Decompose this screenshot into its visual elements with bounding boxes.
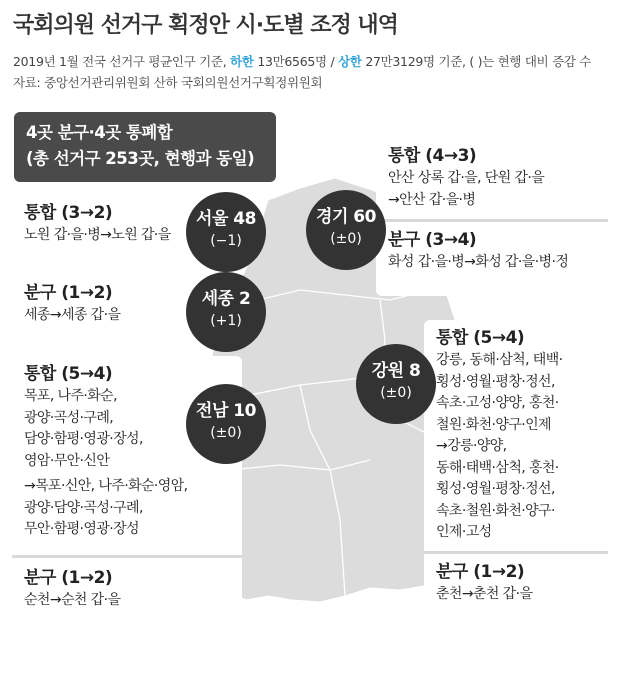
- gyeonggi-card: [376, 134, 608, 296]
- card-line: 횡성·영월·평창·정선,: [436, 373, 555, 390]
- card-line: 인제·고성: [436, 524, 492, 540]
- card-line: 광양·곡성·구례,: [24, 409, 114, 426]
- card-line: 속초·고성·양양, 홍천·: [436, 395, 559, 411]
- source-note: 자료: 중앙선거관리위원회 산하 국회의원선거구획정위원회: [13, 75, 323, 90]
- region-name: 세종 2: [201, 289, 251, 309]
- card-line: 횡성·영월·평창·정선,: [436, 481, 555, 497]
- card-divider: [12, 555, 242, 558]
- region-name: 서울 48: [196, 209, 256, 229]
- card-line: 목포, 나주·화순,: [24, 388, 117, 404]
- region-name: 전남 10: [196, 401, 256, 421]
- lower-limit-label: 하한: [230, 54, 254, 69]
- card-line: 광양·담양·곡성·구례,: [24, 499, 143, 516]
- card-line: 영암·무안·신안: [24, 452, 110, 469]
- card-line: 강릉, 동해·삼척, 태백·: [436, 352, 563, 368]
- region-badge-sejong: [186, 272, 266, 352]
- card-line: 노원 갑·을·병→노원 갑·을: [24, 227, 171, 243]
- card-line: 세종→세종 갑·을: [24, 307, 121, 323]
- card-line: 담양·함평·영광·장성,: [24, 431, 143, 447]
- region-delta: (±0): [330, 231, 362, 247]
- seoul-merge-card: [12, 195, 198, 258]
- summary-line-2: (총 선거구 253곳, 현행과 동일): [26, 149, 255, 168]
- card-divider: [424, 551, 608, 554]
- card-heading: 분구 (3→4): [388, 230, 477, 250]
- lower-limit-value: 13만6565명 /: [257, 54, 335, 69]
- card-line: →강릉·양양,: [436, 438, 507, 454]
- page-title: 국회의원 선거구 획정안 시·도별 조정 내역: [13, 13, 398, 38]
- card-line: 화성 갑·을·병→화성 갑·을·병·정: [388, 254, 569, 270]
- region-delta: (±0): [210, 425, 242, 441]
- gangwon-card: [424, 320, 608, 660]
- upper-limit-label: 상한: [338, 54, 362, 69]
- upper-limit-value: 27만3129명 기준, ( )는 현행 대비 증감 수: [365, 54, 592, 69]
- card-heading: 통합 (5→4): [24, 364, 113, 384]
- region-badge-gyeonggi: [306, 190, 386, 270]
- card-heading: 통합 (3→2): [24, 203, 113, 223]
- region-badge-seoul: [186, 192, 266, 272]
- card-line: 순천→순천 갑·을: [24, 591, 121, 608]
- card-line: 안산 상록 갑·을, 단원 갑·을: [388, 170, 545, 186]
- card-heading: 분구 (1→2): [24, 283, 113, 303]
- card-line: →안산 갑·을·병: [388, 191, 476, 208]
- criteria-prefix: 2019년 1월 전국 선거구 평균인구 기준,: [13, 54, 227, 69]
- card-line: →목포·신안, 나주·화순·영암,: [24, 478, 188, 494]
- sejong-split-card: [12, 275, 198, 338]
- region-delta: (−1): [210, 233, 242, 249]
- region-name: 강원 8: [371, 361, 421, 381]
- card-heading: 분구 (1→2): [436, 561, 525, 582]
- region-delta: (+1): [210, 313, 242, 329]
- card-line: 동해·태백·삼척, 홍천·: [436, 459, 559, 476]
- card-line: 속초·철원·화천·양구·: [436, 502, 555, 519]
- region-name: 경기 60: [316, 207, 376, 227]
- region-badge-jeonnam: [186, 384, 266, 464]
- card-divider: [376, 219, 608, 222]
- region-badge-gangwon: [356, 344, 436, 424]
- card-heading: 통합 (4→3): [388, 146, 477, 166]
- card-heading: 통합 (5→4): [436, 328, 525, 348]
- card-heading: 분구 (1→2): [24, 567, 113, 588]
- region-delta: (±0): [380, 385, 412, 401]
- criteria-note: [13, 52, 591, 70]
- card-line: 무안·함평·영광·장성: [24, 521, 139, 537]
- card-line: 춘천→춘천 갑·을: [436, 585, 533, 602]
- summary-line-1: 4곳 분구·4곳 통폐합: [26, 123, 173, 142]
- summary-box: [14, 112, 276, 182]
- card-line: 철원·화천·양구·인제: [436, 416, 551, 433]
